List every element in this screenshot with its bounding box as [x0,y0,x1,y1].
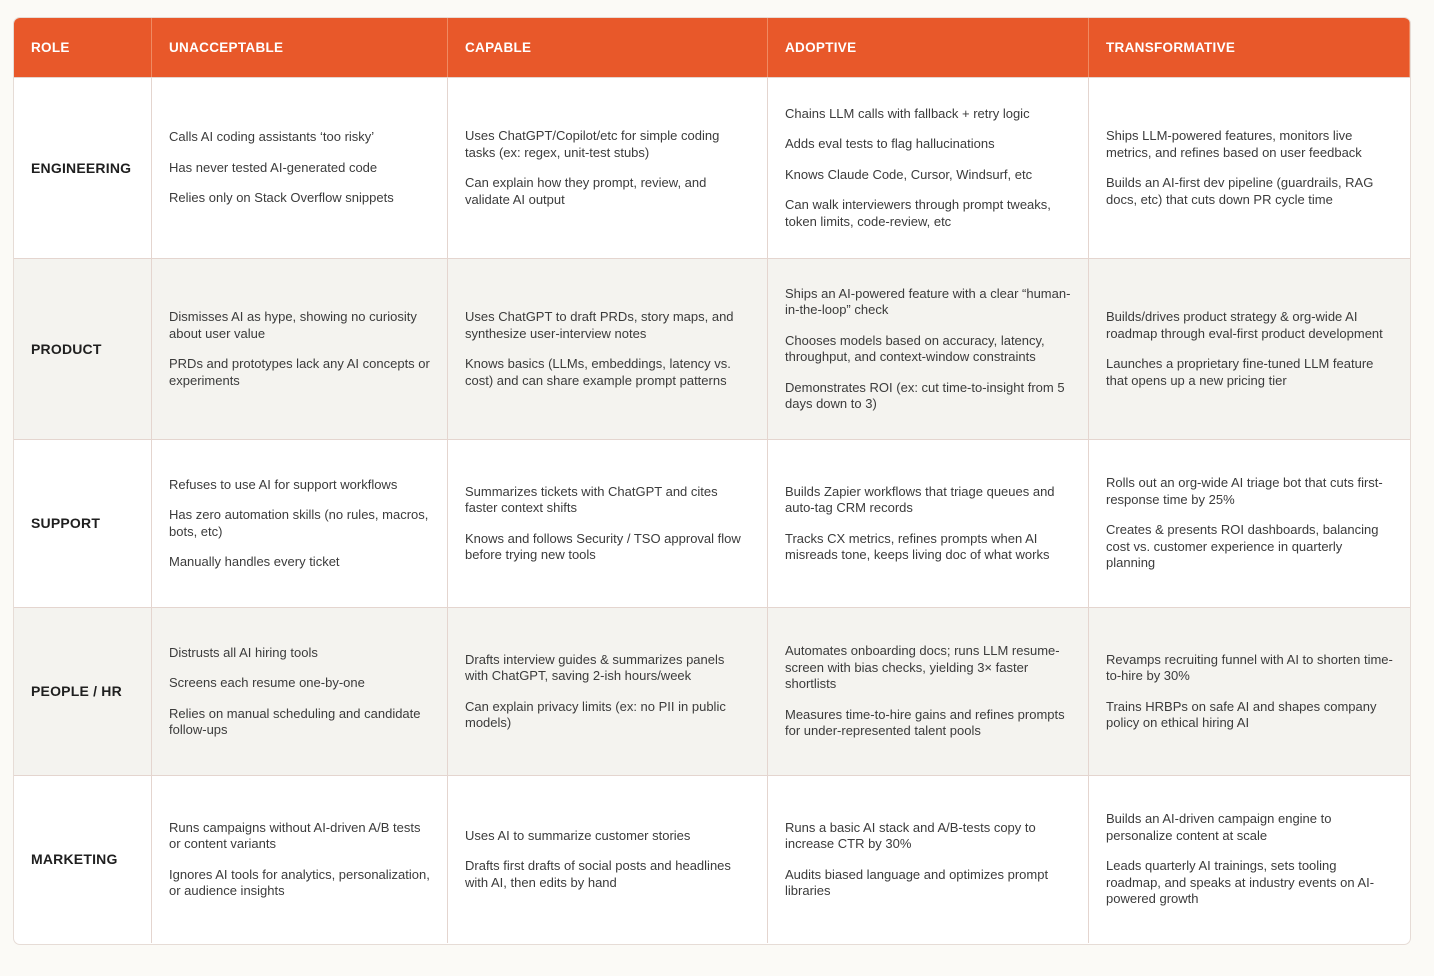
unacceptable-item: Refuses to use AI for support workflows [169,476,398,492]
adoptive-item: Ships an AI-powered feature with a clear “human-in-the-loop” check [785,285,1071,317]
adoptive-item: Chooses models based on accuracy, latency, throughput, and context-window constraints [785,332,1045,364]
unacceptable-item: PRDs and prototypes lack any AI concepts or experiments [169,356,430,388]
capable-item: Knows basics (LLMs, embeddings, latency vs. cost) and can share example prompt patterns [465,356,731,388]
header-role: ROLE [14,18,152,77]
unacceptable-item: Manually handles every ticket [169,554,340,569]
ai-maturity-table [14,18,1410,944]
header-unacceptable: UNACCEPTABLE [152,18,448,77]
role-cell [14,258,152,439]
adoptive-item: Adds eval tests to flag hallucinations [785,136,995,152]
transformative-cell [1089,77,1410,258]
capable-item: Uses ChatGPT to draft PRDs, story maps, and synthesize user-interview notes [465,309,734,341]
adoptive-cell [768,258,1089,439]
capable-item: Uses ChatGPT/Copilot/etc for simple coding tasks (ex: regex, unit-test stubs) [465,128,720,160]
unacceptable-item: Screens each resume one-by-one [169,675,365,690]
adoptive-item: Chains LLM calls with fallback + retry logic [785,105,1030,121]
transformative-item: Rolls out an org-wide AI triage bot that cuts first-response time by 25% [1106,475,1383,507]
unacceptable-item: Calls AI coding assistants ‘too risky’ [169,129,375,145]
role-cell [14,775,152,943]
unacceptable-item: Has never tested AI-generated code [169,159,378,175]
adoptive-item: Demonstrates ROI (ex: cut time-to-insight from 5 days down to 3) [785,379,1065,411]
transformative-item: Creates & presents ROI dashboards, balancing cost vs. customer experience in quarterly planning [1106,522,1379,571]
capable-cell [448,77,768,258]
transformative-item: Ships LLM-powered features, monitors live metrics, and refines based on user feedback [1106,128,1362,160]
role-label: PRODUCT [31,340,102,357]
capable-item: Can explain privacy limits (ex: no PII in public models) [465,698,726,730]
capable-item: Can explain how they prompt, review, and validate AI output [465,175,707,207]
unacceptable-item: Has zero automation skills (no rules, macros, bots, etc) [169,507,429,539]
adoptive-item: Tracks CX metrics, refines prompts when AI misreads tone, keeps living doc of what works [785,530,1050,562]
adoptive-item: Measures time-to-hire gains and refines prompts for under-represented talent pools [785,706,1065,739]
role-cell [14,439,152,607]
unacceptable-item: Ignores AI tools for analytics, personalization, or audience insights [169,866,430,898]
unacceptable-cell [152,77,448,258]
transformative-cell [1089,775,1410,943]
transformative-cell [1089,258,1410,439]
header-adoptive: ADOPTIVE [768,18,1089,77]
transformative-item: Launches a proprietary fine-tuned LLM feature that opens up a new pricing tier [1106,356,1374,388]
adoptive-cell [768,77,1089,258]
capable-cell [448,775,768,943]
unacceptable-cell [152,439,448,607]
transformative-cell [1089,607,1410,775]
unacceptable-cell [152,607,448,775]
adoptive-item: Automates onboarding docs; runs LLM resume-screen with bias checks, yielding 3× faster shortlists [785,643,1060,692]
capable-item: Uses AI to summarize customer stories [465,827,691,843]
transformative-item: Builds/drives product strategy & org-wide AI roadmap through eval-first product development [1106,309,1383,341]
transformative-item: Leads quarterly AI trainings, sets tooling roadmap, and speaks at industry events on AI-powered growth [1106,858,1375,907]
role-label: PEOPLE / HR [31,683,122,700]
transformative-cell [1089,439,1410,607]
transformative-item: Revamps recruiting funnel with AI to shorten time-to-hire by 30% [1106,651,1393,683]
role-cell [14,607,152,775]
capable-cell [448,439,768,607]
adoptive-cell [768,607,1089,775]
role-label: ENGINEERING [31,159,132,176]
adoptive-item: Knows Claude Code, Cursor, Windsurf, etc [785,166,1033,182]
adoptive-item: Builds Zapier workflows that triage queues and auto-tag CRM records [785,483,1055,515]
role-cell [14,77,152,258]
capable-item: Knows and follows Security / TSO approval flow before trying new tools [465,530,741,562]
adoptive-item: Can walk interviewers through prompt tweaks, token limits, code-review, etc [785,197,1051,229]
unacceptable-cell [152,775,448,943]
unacceptable-item: Dismisses AI as hype, showing no curiosity about user value [169,309,417,341]
adoptive-cell [768,439,1089,607]
table-grid [14,18,1410,944]
adoptive-item: Runs a basic AI stack and A/B-tests copy to increase CTR by 30% [785,819,1036,851]
header-capable: CAPABLE [448,18,768,77]
capable-cell [448,258,768,439]
transformative-item: Trains HRBPs on safe AI and shapes company policy on ethical hiring AI [1106,698,1377,730]
adoptive-cell [768,775,1089,943]
capable-item: Drafts interview guides & summarizes panels with ChatGPT, saving 2-ish hours/week [465,651,725,683]
unacceptable-item: Distrusts all AI hiring tools [169,644,318,660]
capable-cell [448,607,768,775]
unacceptable-item: Relies on manual scheduling and candidate follow-ups [169,705,421,737]
transformative-item: Builds an AI-driven campaign engine to personalize content at scale [1106,811,1332,843]
capable-item: Summarizes tickets with ChatGPT and cites faster context shifts [465,483,718,515]
unacceptable-item: Relies only on Stack Overflow snippets [169,190,394,206]
transformative-item: Builds an AI-first dev pipeline (guardrails, RAG docs, etc) that cuts down PR cycle time [1106,175,1374,207]
header-transformative: TRANSFORMATIVE [1089,18,1410,77]
role-label: SUPPORT [31,515,101,532]
adoptive-item: Audits biased language and optimizes prompt libraries [785,866,1049,898]
unacceptable-item: Runs campaigns without AI-driven A/B tests or content variants [169,819,421,851]
capable-item: Drafts first drafts of social posts and headlines with AI, then edits by hand [465,858,731,890]
unacceptable-cell [152,258,448,439]
role-label: MARKETING [31,851,118,868]
